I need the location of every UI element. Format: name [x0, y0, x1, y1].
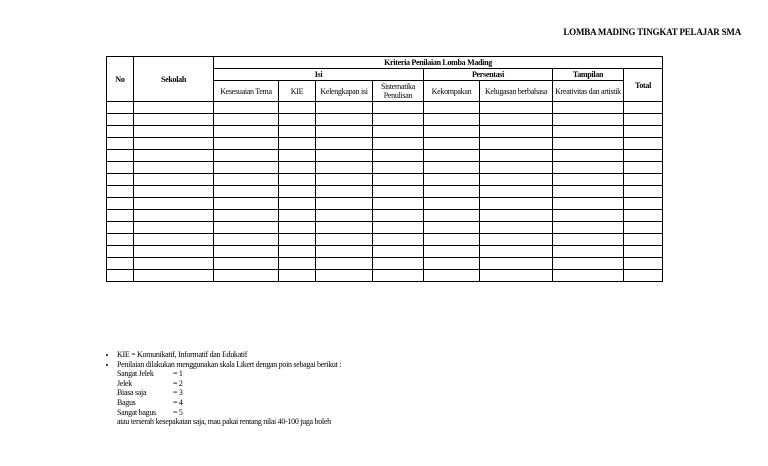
table-cell [134, 258, 214, 270]
table-cell [373, 186, 424, 198]
table-cell [214, 102, 279, 114]
table-cell [553, 150, 624, 162]
table-cell [214, 186, 279, 198]
table-cell [624, 150, 663, 162]
table-cell [624, 210, 663, 222]
table-cell [480, 162, 553, 174]
table-cell [279, 210, 316, 222]
table-cell [624, 174, 663, 186]
table-cell [279, 102, 316, 114]
table-cell [107, 114, 134, 126]
table-cell [134, 138, 214, 150]
table-cell [373, 198, 424, 210]
table-row [107, 150, 663, 162]
table-cell [373, 126, 424, 138]
table-row [107, 234, 663, 246]
table-cell [480, 258, 553, 270]
table-cell [214, 234, 279, 246]
table-cell [373, 222, 424, 234]
table-cell [553, 198, 624, 210]
table-cell [424, 162, 480, 174]
table-row [107, 174, 663, 186]
table-cell [214, 138, 279, 150]
table-cell [553, 210, 624, 222]
table-cell [107, 150, 134, 162]
table-cell [316, 162, 373, 174]
table-cell [480, 246, 553, 258]
table-cell [134, 210, 214, 222]
note-kie: • KIE = Komunikatif, Informatif dan Edukatif [117, 350, 341, 360]
table-cell [316, 222, 373, 234]
table-cell [134, 174, 214, 186]
table-row [107, 138, 663, 150]
table-cell [214, 174, 279, 186]
table-cell [214, 222, 279, 234]
table-cell [480, 150, 553, 162]
table-cell [107, 210, 134, 222]
table-cell [553, 126, 624, 138]
table-cell [480, 138, 553, 150]
table-cell [316, 150, 373, 162]
table-cell [624, 114, 663, 126]
subcol-sistematika-penulisan: Sistematika Penulisan [373, 81, 424, 102]
table-cell [107, 174, 134, 186]
table-cell [424, 222, 480, 234]
table-cell [214, 258, 279, 270]
table-cell [279, 246, 316, 258]
table-row [107, 222, 663, 234]
table-cell [624, 138, 663, 150]
table-cell [424, 258, 480, 270]
table-cell [279, 186, 316, 198]
scale-label: Biasa saja [117, 388, 147, 398]
header-total: Total [624, 69, 663, 102]
table-cell [424, 186, 480, 198]
table-cell [624, 198, 663, 210]
table-cell [624, 258, 663, 270]
table-cell [316, 246, 373, 258]
table-cell [624, 270, 663, 282]
table-cell [424, 102, 480, 114]
table-cell [373, 150, 424, 162]
subcol-kelengkapan-isi: Kelengkapan isi [316, 81, 373, 102]
header-no: No [107, 57, 134, 102]
group-tampilan: Tampilan [553, 69, 624, 81]
table-cell [134, 114, 214, 126]
table-cell [107, 234, 134, 246]
table-cell [134, 150, 214, 162]
table-cell [134, 198, 214, 210]
table-cell [624, 102, 663, 114]
table-row [107, 114, 663, 126]
table-cell [373, 210, 424, 222]
table-cell [373, 270, 424, 282]
group-isi: Isi [214, 69, 424, 81]
table-row [107, 162, 663, 174]
scale-label: Bagus [117, 397, 136, 407]
table-cell [134, 126, 214, 138]
table-cell [214, 126, 279, 138]
table-cell [553, 102, 624, 114]
table-cell [373, 258, 424, 270]
table-cell [553, 246, 624, 258]
table-row [107, 126, 663, 138]
table-cell [480, 102, 553, 114]
table-cell [553, 222, 624, 234]
table-row [107, 246, 663, 258]
assessment-table [106, 56, 663, 282]
table-cell [624, 126, 663, 138]
table-cell [316, 126, 373, 138]
table-cell [424, 270, 480, 282]
table-cell [279, 138, 316, 150]
table-cell [107, 198, 134, 210]
table-cell [424, 138, 480, 150]
table-cell [424, 114, 480, 126]
scale-label: Sangat Jelek [117, 369, 154, 379]
table-row [107, 198, 663, 210]
table-cell [480, 210, 553, 222]
scale-value: = 4 [173, 397, 183, 407]
table-cell [214, 162, 279, 174]
table-cell [279, 174, 316, 186]
table-cell [279, 114, 316, 126]
table-cell [624, 246, 663, 258]
table-row [107, 102, 663, 114]
table-cell [480, 174, 553, 186]
table-cell [107, 162, 134, 174]
table-cell [553, 234, 624, 246]
table-cell [316, 186, 373, 198]
subcol-kreativitas-artistik: Kreativitas dan artistik [553, 81, 624, 102]
table-cell [316, 234, 373, 246]
table-cell [424, 198, 480, 210]
table-cell [214, 210, 279, 222]
table-cell [373, 234, 424, 246]
table-cell [316, 270, 373, 282]
header-criteria: Kriteria Penilaian Lomba Mading [214, 57, 663, 69]
table-cell [373, 114, 424, 126]
note-penilaian [117, 360, 341, 427]
table-cell [424, 234, 480, 246]
scale-value: = 5 [173, 407, 183, 417]
table-cell [134, 186, 214, 198]
group-persentasi: Persentasi [424, 69, 553, 81]
subcol-kie: KIE [279, 81, 316, 102]
table-cell [279, 126, 316, 138]
table-cell [316, 198, 373, 210]
table-cell [107, 246, 134, 258]
table-body [107, 102, 663, 282]
table-cell [553, 270, 624, 282]
table-row [107, 270, 663, 282]
table-cell [279, 234, 316, 246]
table-cell [279, 258, 316, 270]
table-cell [107, 186, 134, 198]
table-cell [480, 198, 553, 210]
table-cell [373, 102, 424, 114]
table-cell [624, 162, 663, 174]
table-cell [214, 246, 279, 258]
table-cell [134, 222, 214, 234]
table-cell [107, 102, 134, 114]
scale-value: = 2 [173, 378, 183, 388]
scale-label: Jelek [117, 378, 132, 388]
table-cell [624, 186, 663, 198]
table-cell [373, 138, 424, 150]
table-cell [480, 126, 553, 138]
table-cell [624, 222, 663, 234]
table-cell [316, 174, 373, 186]
table-cell [214, 114, 279, 126]
table-cell [279, 150, 316, 162]
table-cell [134, 162, 214, 174]
table-cell [553, 138, 624, 150]
notes [103, 350, 341, 427]
table-cell [279, 162, 316, 174]
table-cell [373, 174, 424, 186]
table-cell [553, 258, 624, 270]
table-cell [279, 198, 316, 210]
subcol-kesesuaian-tema: Kesesuaian Tema [214, 81, 279, 102]
table-cell [279, 222, 316, 234]
table-row [107, 210, 663, 222]
scale-value: = 3 [173, 388, 183, 398]
note-footer: atau terserah kesepakatan saja, mau pakai rentang nilai 40-100 juga boleh [117, 417, 331, 427]
table-cell [480, 234, 553, 246]
table-cell [553, 186, 624, 198]
table-cell [480, 186, 553, 198]
table-cell [553, 174, 624, 186]
table-cell [316, 258, 373, 270]
table-cell [316, 138, 373, 150]
table-cell [553, 162, 624, 174]
table-cell [107, 258, 134, 270]
table-cell [316, 102, 373, 114]
likert-scale [117, 369, 341, 417]
note-penilaian-text: • Penilaian dilakukan menggunakan skala Likert dengan poin sebagai berikut : [117, 359, 342, 369]
table-cell [424, 174, 480, 186]
table-cell [553, 114, 624, 126]
table-cell [424, 246, 480, 258]
table-cell [316, 210, 373, 222]
table-cell [424, 210, 480, 222]
table-cell [624, 234, 663, 246]
table-cell [316, 114, 373, 126]
scale-value: = 1 [173, 369, 183, 379]
subcol-kelugasan-berbahasa: Kelugasan berbahasa [480, 81, 553, 102]
table-cell [107, 270, 134, 282]
table-cell [134, 234, 214, 246]
table-cell [214, 270, 279, 282]
table-cell [134, 246, 214, 258]
table-cell [373, 162, 424, 174]
table-cell [424, 126, 480, 138]
scale-label: Sangat bagus [117, 407, 156, 417]
document-title: LOMBA MADING TINGKAT PELAJAR SMA [563, 27, 741, 37]
table-cell [107, 138, 134, 150]
subcol-kekompakan: Kekompakan [424, 81, 480, 102]
table-cell [480, 222, 553, 234]
table-cell [134, 102, 214, 114]
table-cell [107, 126, 134, 138]
table-row [107, 186, 663, 198]
table-row [107, 258, 663, 270]
header-sekolah: Sekolah [134, 57, 214, 102]
table-cell [214, 150, 279, 162]
table-cell [424, 150, 480, 162]
table-cell [480, 114, 553, 126]
table-cell [373, 246, 424, 258]
table-cell [107, 222, 134, 234]
table-cell [134, 270, 214, 282]
table-cell [214, 198, 279, 210]
table-cell [279, 270, 316, 282]
table-cell [480, 270, 553, 282]
